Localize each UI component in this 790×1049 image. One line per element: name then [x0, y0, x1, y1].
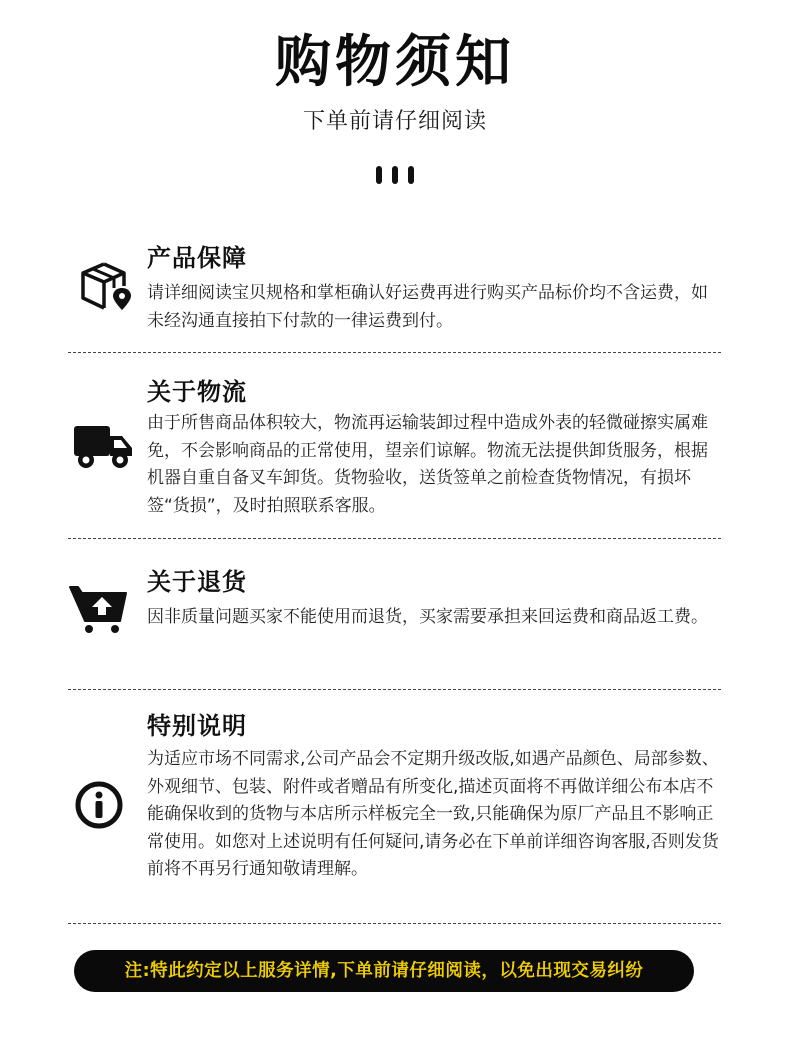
divider [68, 923, 721, 924]
page-subtitle: 下单前请仔细阅读 [302, 109, 487, 134]
section-title: 特别说明 [147, 712, 247, 740]
section-title: 关于退货 [147, 568, 247, 596]
decorative-dots [376, 166, 416, 186]
cart-return-icon [68, 583, 128, 635]
section-title: 产品保障 [147, 244, 247, 272]
section-body: 请详细阅读宝贝规格和掌柜确认好运费再进行购买产品标价均不含运费，如未经沟通直接拍下付款的一律运费到付。 [147, 283, 708, 331]
section-body: 因非质量问题买家不能使用而退货，买家需要承担来回运费和商品返工费。 [147, 607, 708, 627]
section-body: 为适应市场不同需求,公司产品会不定期升级改版,如遇产品颜色、局部参数、外观细节、包装、附件或者赠品有所变化,描述页面将不再做详细公布本店不能确保收到的货物与本店所示样板完全一致,只能确保为原厂产品且不影响正常使用。如您对上述说明有任何疑问,请务必在下单前详细咨询客服,否则发货前将不再另行通知敬请理解。 [147, 749, 719, 879]
divider [68, 689, 721, 690]
delivery-truck-icon [72, 422, 134, 470]
page-title: 购物须知 [275, 30, 515, 95]
section-title: 关于物流 [147, 378, 247, 406]
divider [68, 538, 721, 539]
dot [376, 166, 382, 184]
dot [392, 166, 398, 184]
dot [408, 166, 414, 184]
section-body: 由于所售商品体积较大，物流再运输装卸过程中造成外表的轻微碰擦实属难免，不会影响商品的正常使用，望亲们谅解。物流无法提供卸货服务，根据机器自重自备叉车卸货。货物验收，送货签单之前检查货物情况，有损坏签“货损”，及时拍照联系客服。 [147, 413, 708, 516]
box-location-icon [78, 260, 134, 314]
footer-notice-banner: 注:特此约定以上服务详情,下单前请仔细阅读，以免出现交易纠纷 [74, 950, 694, 992]
divider [68, 352, 721, 353]
info-icon [74, 780, 124, 830]
